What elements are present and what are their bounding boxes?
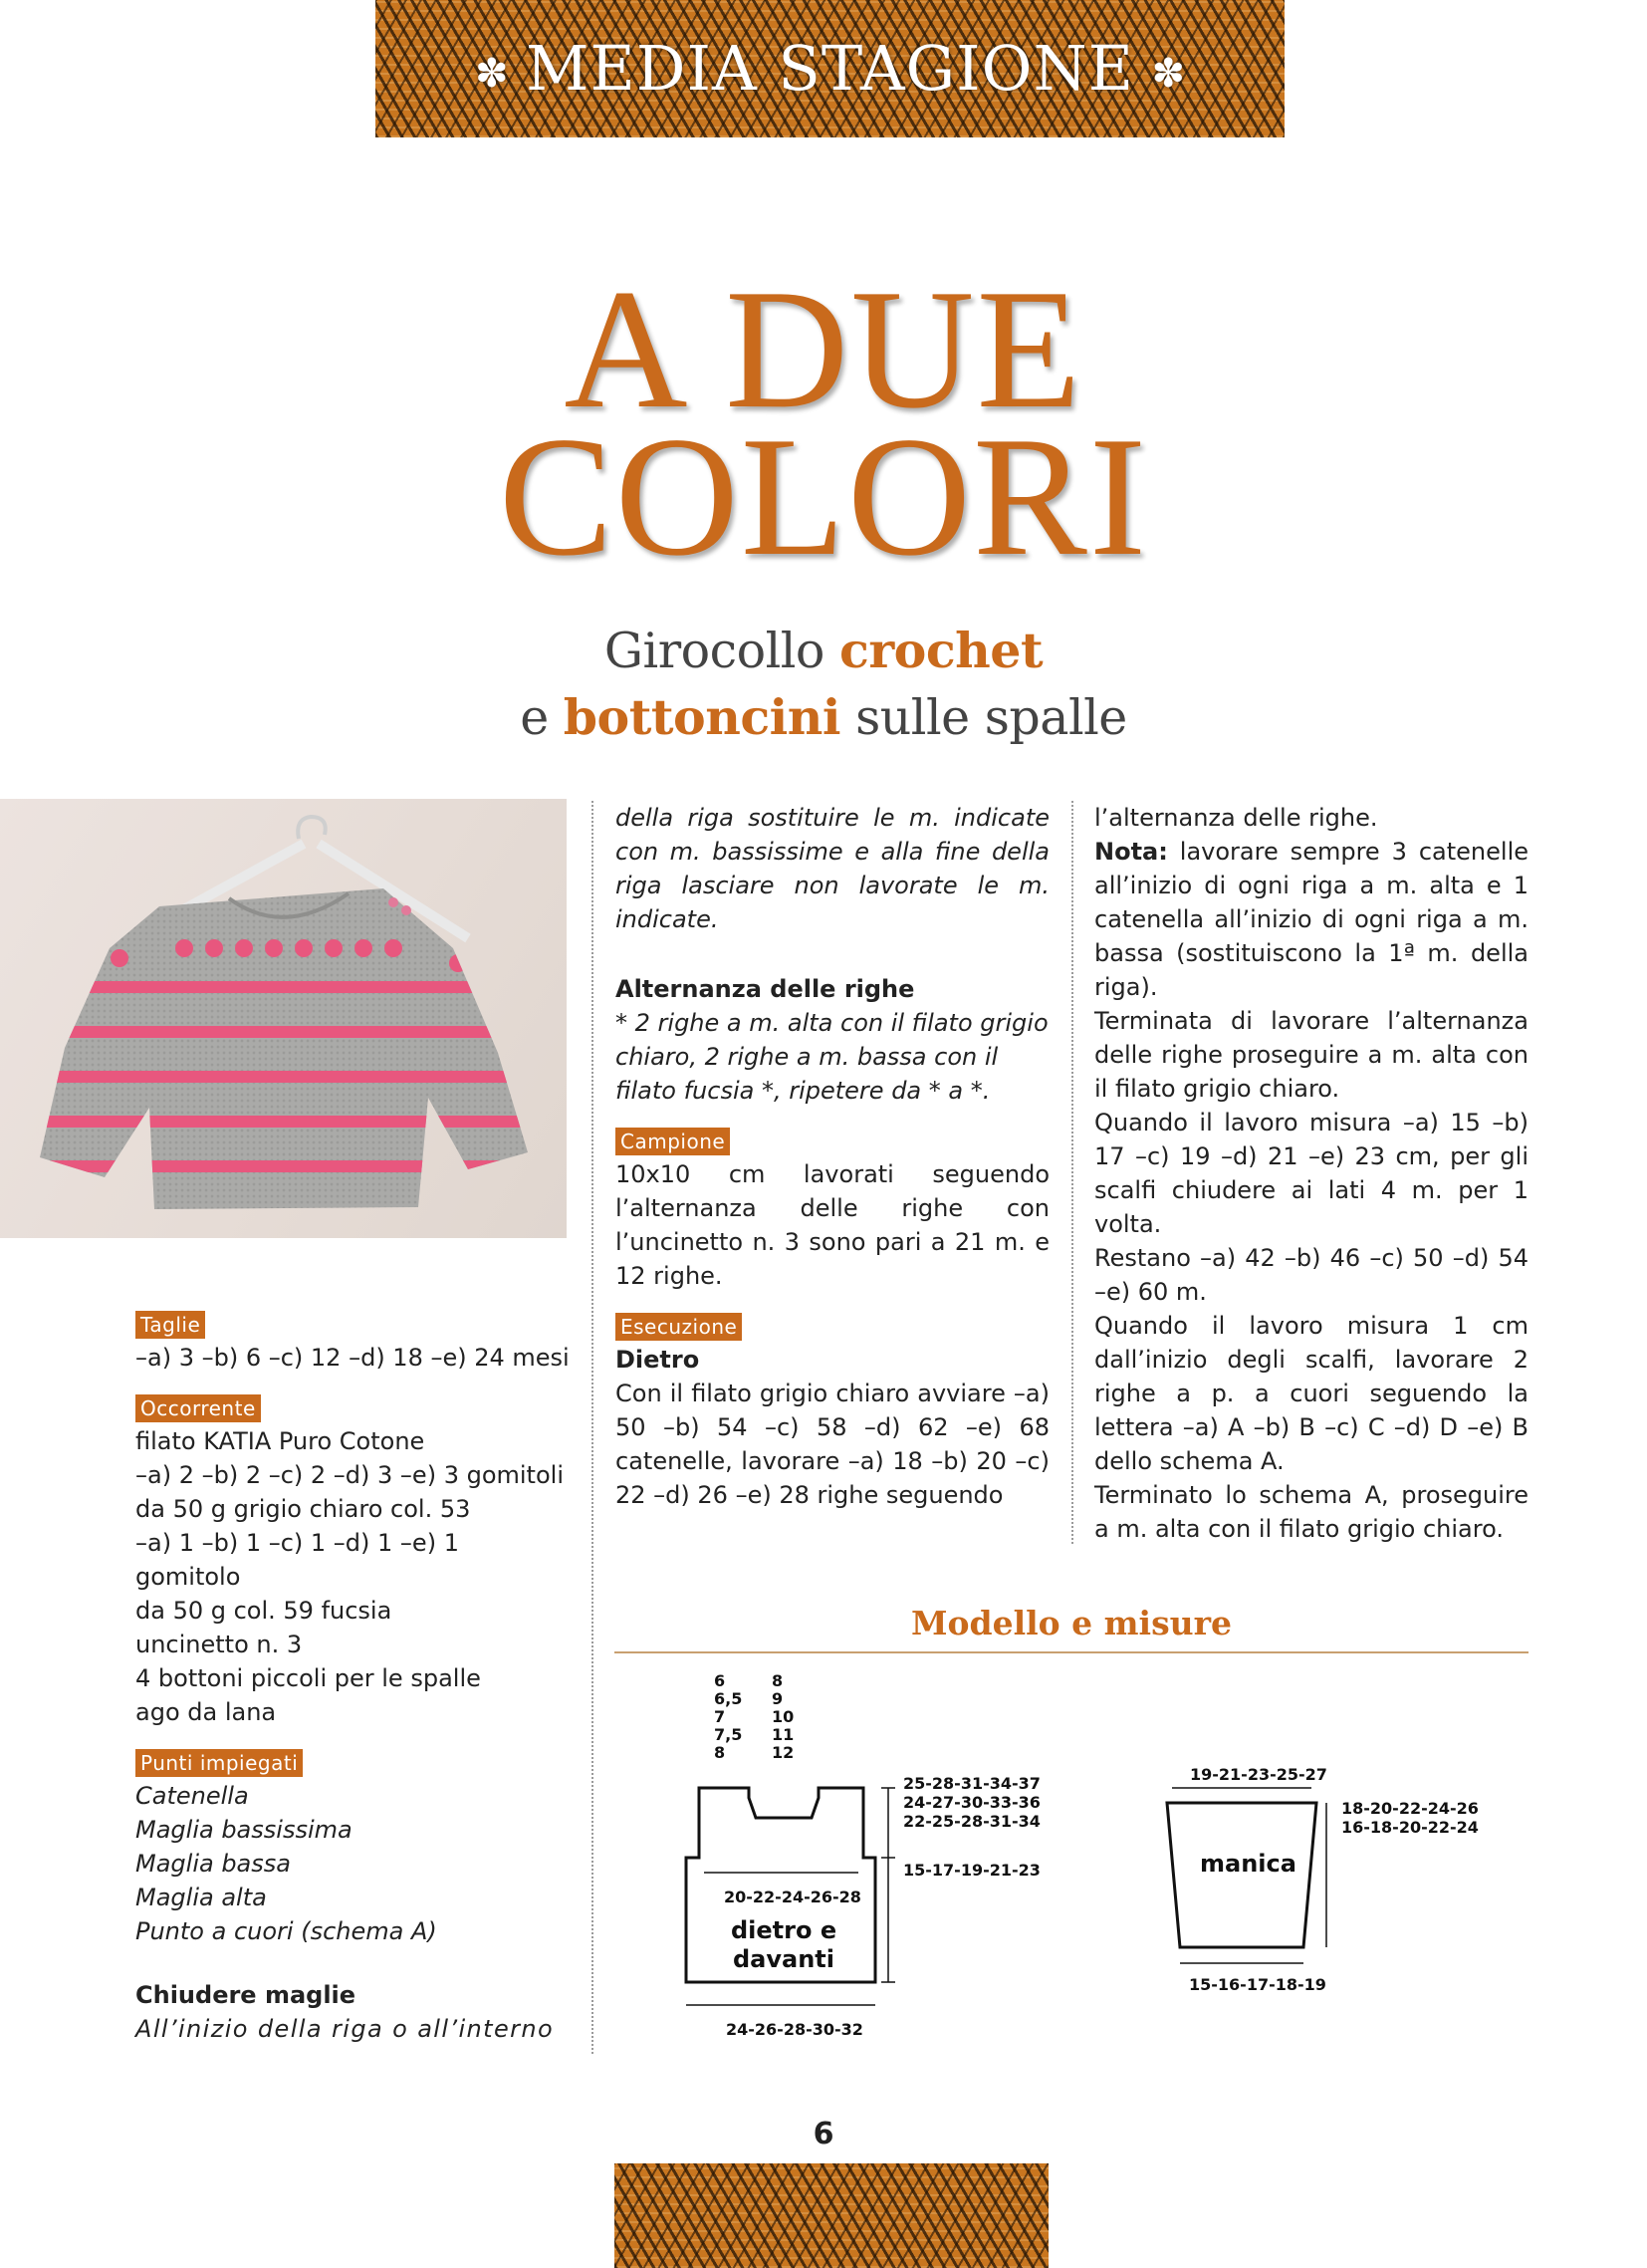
column-1 [135, 1307, 570, 2046]
intro-text: della riga sostituire le m. indicate con m. bassissime e alla fine della riga lasciare non lavorate le m. indicate. [615, 804, 1050, 933]
occorrente-line: –a) 1 –b) 1 –c) 1 –d) 1 –e) 1 gomitolo [135, 1529, 459, 1591]
section-heading-taglie: Taglie [135, 1311, 205, 1339]
armhole-height-label: 15-17-19-21-23 [903, 1861, 1041, 1880]
sweater-photo [0, 799, 567, 1238]
diagram-divider [614, 1651, 1529, 1653]
paragraph: l’alternanza delle righe. [1094, 804, 1378, 832]
stitch-item: Maglia alta [135, 1884, 267, 1911]
occorrente-line: 4 bottoni piccoli per le spalle [135, 1664, 481, 1692]
paragraph: Quando il lavoro misura –a) 15 –b) 17 –c) 19 –d) 21 –e) 23 cm, per gli scalfi chiudere ai lati 4 m. per 1 volta. [1094, 1109, 1529, 1238]
body-piece-label: davanti [733, 1945, 834, 1973]
banner-title: MEDIA STAGIONE [526, 32, 1134, 105]
section-heading-esecuzione: Esecuzione [615, 1313, 742, 1341]
measurement-diagram [614, 1658, 1529, 2061]
neck-width-value: 11 [772, 1725, 795, 1744]
occorrente-line: –a) 2 –b) 2 –c) 2 –d) 3 –e) 3 gomitoli [135, 1461, 564, 1489]
occorrente-line: ago da lana [135, 1698, 277, 1726]
neck-depth-value: 6 [714, 1671, 726, 1690]
nota-label: Nota: [1094, 838, 1168, 866]
subtitle-text: Girocollo [603, 623, 839, 679]
flower-icon: ✽ [475, 51, 509, 97]
column-2 [615, 801, 1050, 1512]
paragraph: Terminato lo schema A, proseguire a m. alta con il filato grigio chiaro. [1094, 1481, 1529, 1543]
subtitle-highlight: crochet [839, 622, 1044, 679]
alternanza-text: * 2 righe a m. alta con il filato grigio chiaro, 2 righe a m. bassa con il filato fucsia *, ripetere da * a *. [615, 1009, 1049, 1105]
column-divider [1071, 801, 1073, 1544]
page-title [0, 255, 1647, 592]
chiudere-text: All’inizio della riga o all’interno [135, 2015, 555, 2043]
paragraph: Restano –a) 42 –b) 46 –c) 50 –d) 54 –e) 60 m. [1094, 1244, 1529, 1306]
subtitle-text: e [520, 689, 564, 746]
neck-width-value: 9 [772, 1689, 784, 1708]
neck-depth-value: 7,5 [714, 1725, 743, 1744]
occorrente-line: da 50 g grigio chiaro col. 53 [135, 1495, 471, 1523]
column-3 [1094, 801, 1529, 1546]
sleeve-top-label: 19-21-23-25-27 [1190, 1765, 1327, 1784]
bottom-width-label: 24-26-28-30-32 [726, 2020, 863, 2039]
sleeve-length-label: 16-18-20-22-24 [1341, 1818, 1479, 1837]
dietro-text: Con il filato grigio chiaro avviare –a) 50 –b) 54 –c) 58 –d) 62 –e) 68 catenelle, lavorare –a) 18 –b) 20 –c) 22 –d) 26 –e) 28 righe seguendo [615, 1380, 1050, 1509]
stitch-item: Maglia bassa [135, 1850, 291, 1878]
total-length-label: 22-25-28-31-34 [903, 1812, 1041, 1831]
dietro-heading: Dietro [615, 1346, 700, 1374]
diagram-title: Modello e misure [910, 1604, 1233, 1642]
section-heading-campione: Campione [615, 1128, 730, 1155]
column-divider [591, 801, 593, 2054]
subtitle-text: sulle spalle [840, 689, 1127, 746]
alternanza-heading: Alternanza delle righe [615, 975, 915, 1003]
nota-text: lavorare sempre 3 catenelle all’inizio di ogni riga a m. alta e 1 catenella all’inizio di ogni riga a m. bassa (sostituiscono la 1ª m. della riga). [1094, 838, 1529, 1001]
occorrente-line: filato KATIA Puro Cotone [135, 1427, 425, 1455]
neck-depth-value: 6,5 [714, 1689, 743, 1708]
stitch-item: Punto a cuori (schema A) [135, 1917, 437, 1945]
sleeve-length-label: 18-20-22-24-26 [1341, 1799, 1479, 1818]
neck-depth-value: 8 [714, 1743, 726, 1762]
neck-width-value: 12 [772, 1743, 795, 1762]
chest-width-label: 20-22-24-26-28 [724, 1888, 861, 1906]
paragraph: Terminata di lavorare l’alternanza delle righe proseguire a m. alta con il filato grigio chiaro. [1094, 1007, 1529, 1103]
section-heading-occorrente: Occorrente [135, 1394, 261, 1422]
total-length-label: 25-28-31-34-37 [903, 1774, 1041, 1793]
title-line-2: COLORI [498, 401, 1149, 592]
flower-icon: ✽ [1151, 51, 1185, 97]
subtitle [0, 618, 1647, 751]
neck-width-value: 10 [772, 1707, 795, 1726]
body-piece-label: dietro e [731, 1916, 837, 1944]
taglie-text: –a) 3 –b) 6 –c) 12 –d) 18 –e) 24 mesi [135, 1344, 570, 1372]
stitch-item: Maglia bassissima [135, 1816, 353, 1844]
stitch-item: Catenella [135, 1782, 249, 1810]
occorrente-line: uncinetto n. 3 [135, 1631, 303, 1658]
neck-width-value: 8 [772, 1671, 784, 1690]
chiudere-heading: Chiudere maglie [135, 1981, 356, 2009]
occorrente-line: da 50 g col. 59 fucsia [135, 1597, 392, 1625]
subtitle-highlight: bottoncini [563, 688, 841, 746]
footer-banner [614, 2163, 1049, 2268]
section-heading-punti: Punti impiegati [135, 1749, 303, 1777]
paragraph: Quando il lavoro misura 1 cm dall’inizio degli scalfi, lavorare 2 righe a p. a cuori seguendo la lettera –a) A –b) B –c) C –d) D –e) B dello schema A. [1094, 1312, 1529, 1475]
total-length-label: 24-27-30-33-36 [903, 1793, 1041, 1812]
sleeve-label: manica [1200, 1850, 1296, 1878]
campione-text: 10x10 cm lavorati seguendo l’alternanza delle righe con l’uncinetto n. 3 sono pari a 21 m. e 12 righe. [615, 1160, 1050, 1290]
neck-depth-labels [714, 1671, 794, 1762]
neck-depth-value: 7 [714, 1707, 726, 1726]
nota-paragraph [1094, 835, 1529, 1004]
page-number: 6 [813, 2117, 834, 2151]
header-banner [375, 0, 1285, 137]
title-line-1: A DUE [564, 255, 1083, 444]
sleeve-bottom-label: 15-16-17-18-19 [1189, 1975, 1326, 1994]
